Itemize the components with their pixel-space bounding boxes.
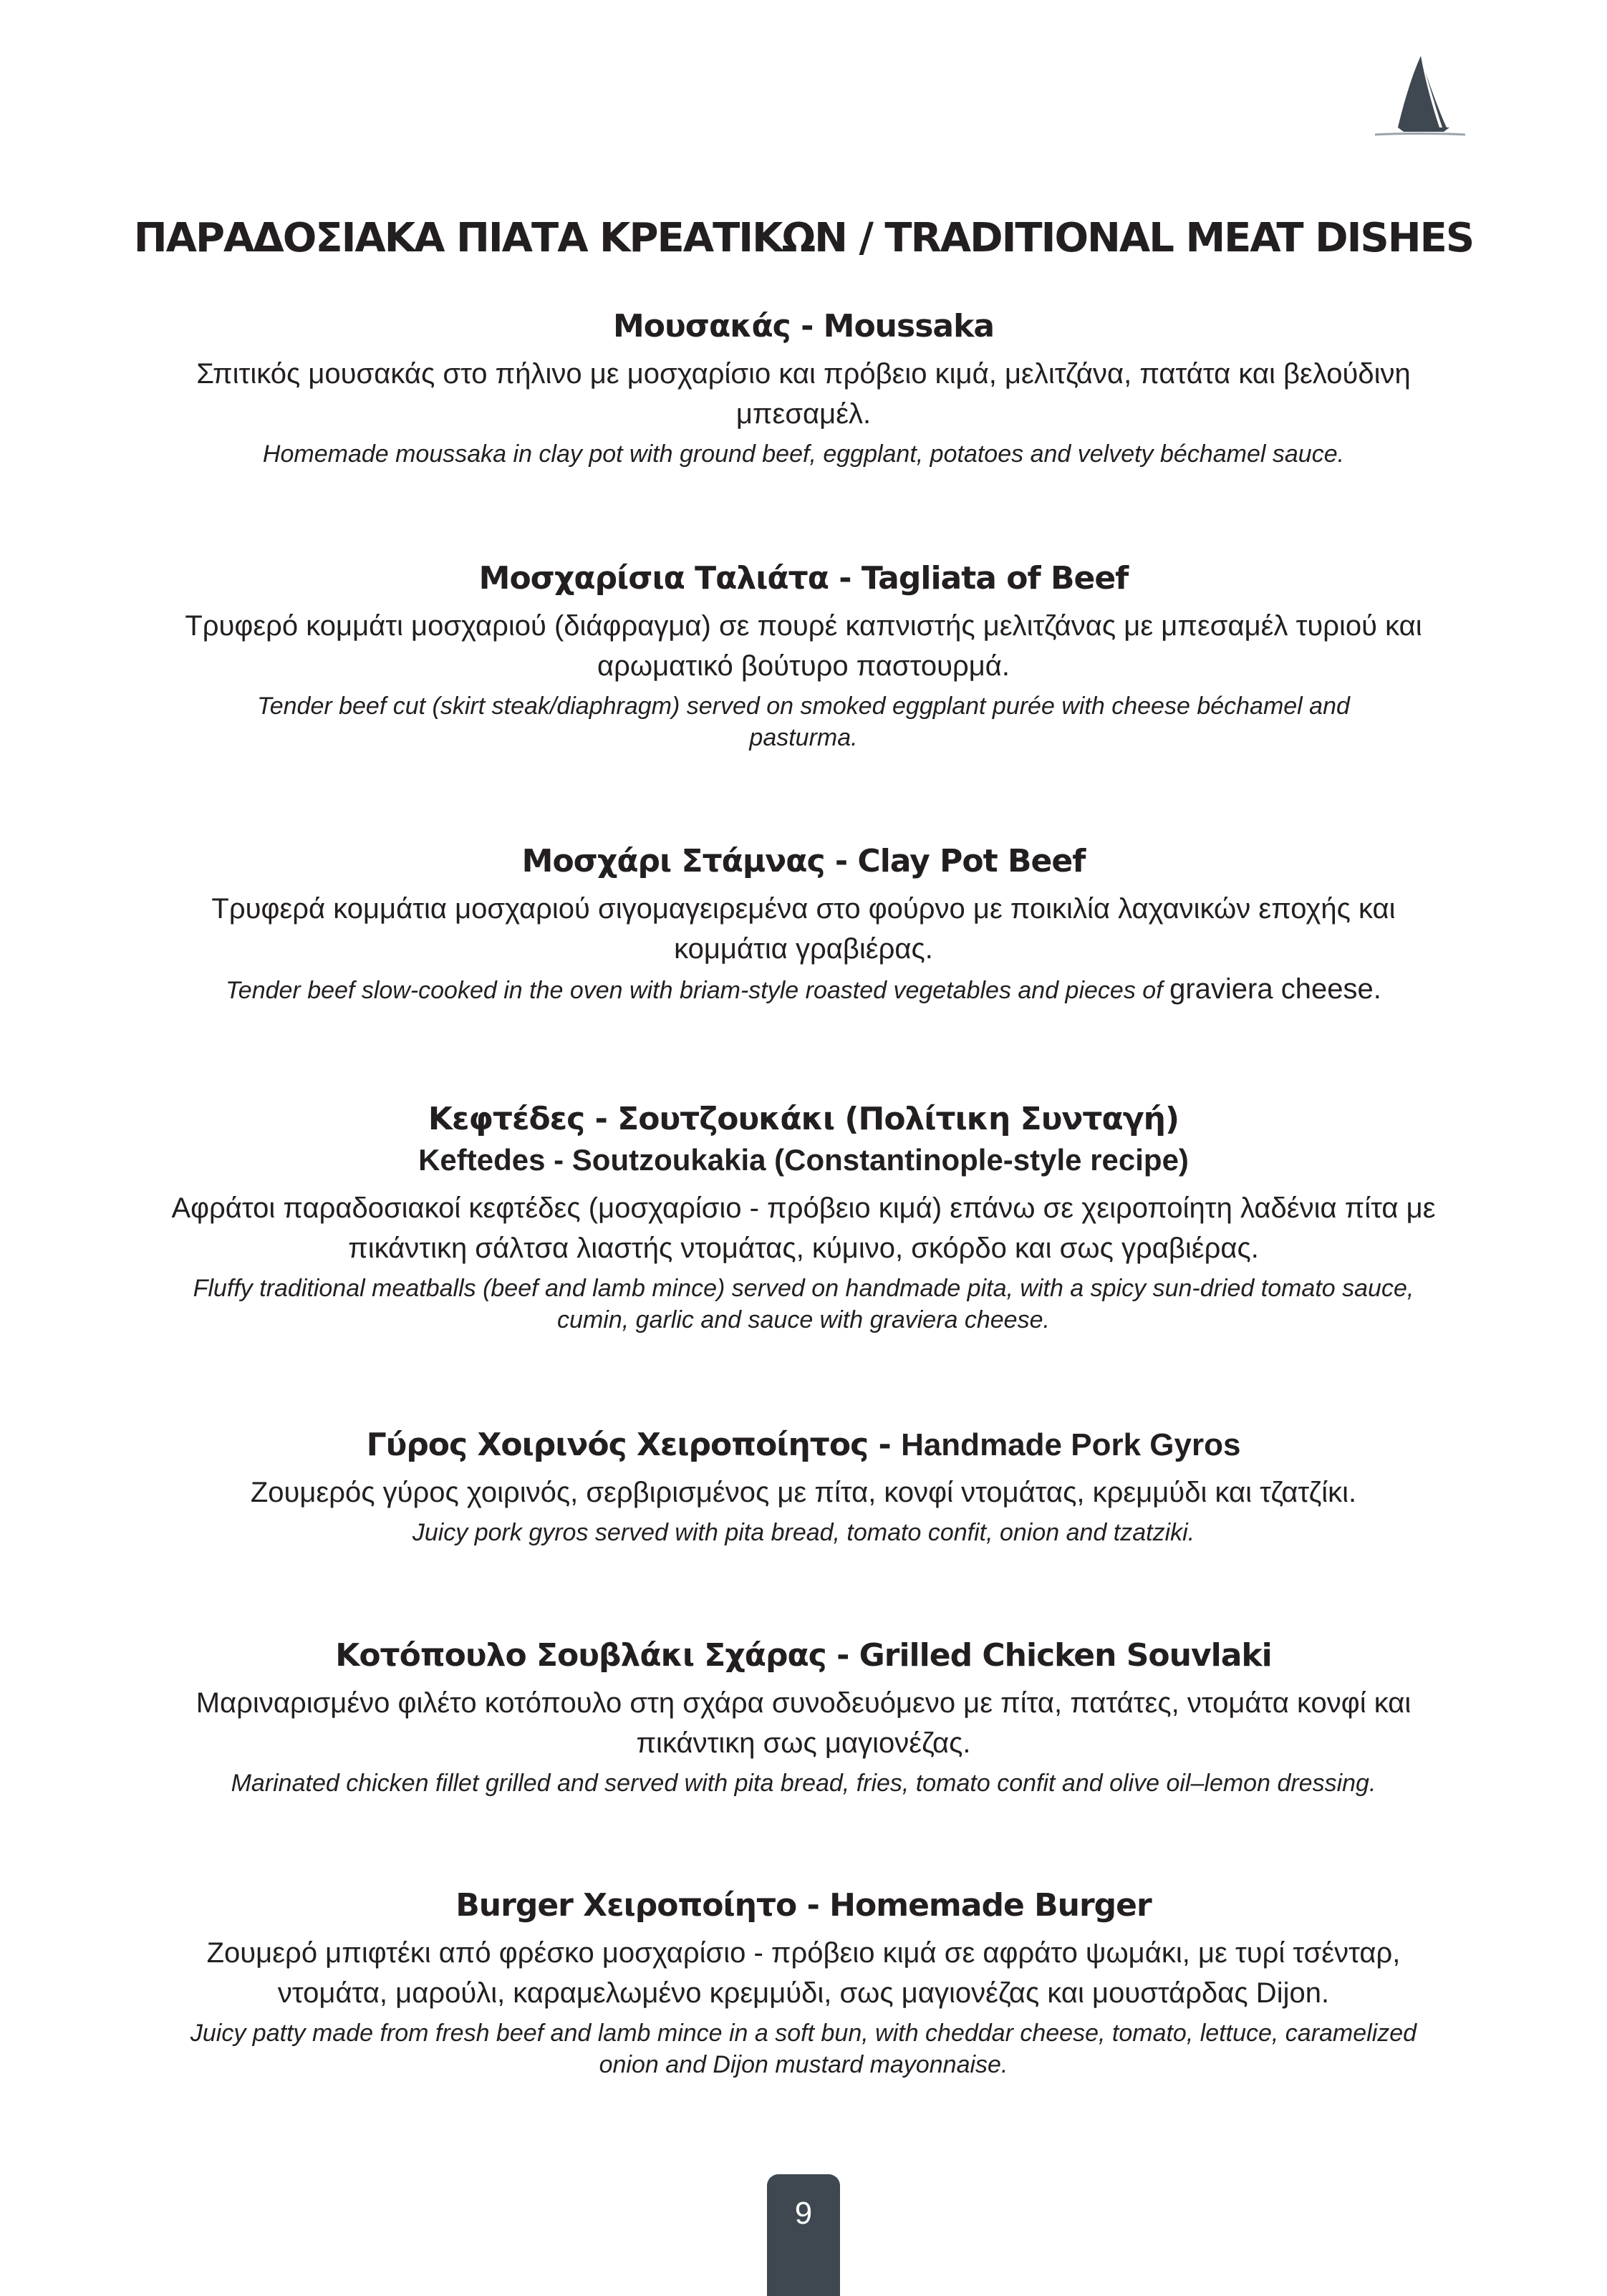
sailboat-logo-icon — [1369, 53, 1470, 139]
dish-description-greek: Σπιτικός μουσακάς στο πήλινο με μοσχαρίσιο και πρόβειο κιμά, μελιτζάνα, πατάτα και βελούδινη μπεσαμέλ. — [196, 358, 1411, 430]
dish-title: Μοσχαρίσια Ταλιάτα - Tagliata of Beef — [478, 560, 1129, 597]
dish-description-english: Tender beef cut (skirt steak/diaphragm) served on smoked eggplant purée with cheese béchamel and pasturma. — [257, 693, 1350, 751]
dish-homemade-burger — [143, 1886, 1464, 2080]
dish-title: Μοσχάρι Στάμνας - Clay Pot Beef — [521, 843, 1086, 879]
dish-description-greek: Μαριναρισμένο φιλέτο κοτόπουλο στη σχάρα συνοδευόμενο με πίτα, πατάτες, ντομάτα κονφί και πικάντικη σως μαγιονέζας. — [196, 1687, 1411, 1759]
dish-description-english — [143, 973, 1464, 1006]
dish-description-english: Juicy pork gyros served with pita bread, tomato confit, onion and tzatziki. — [412, 1519, 1195, 1546]
dish-tagliata — [143, 559, 1464, 753]
dish-description-english: Homemade moussaka in clay pot with ground beef, eggplant, potatoes and velvety béchamel sauce. — [262, 440, 1345, 468]
dish-pork-gyros — [143, 1425, 1464, 1548]
dish-title — [143, 1425, 1464, 1465]
dish-moussaka — [143, 307, 1464, 470]
page-number-tab — [767, 2174, 840, 2296]
dish-clay-pot-beef — [143, 841, 1464, 1006]
page-number: 9 — [794, 2196, 813, 2231]
dish-description-english: Marinated chicken fillet grilled and served with pita bread, fries, tomato confit and olive oil–lemon dressing. — [231, 1770, 1376, 1797]
dish-description-greek: Τρυφερά κομμάτια μοσχαριού σιγομαγειρεμένα στο φούρνο με ποικιλία λαχανικών εποχής και κομμάτια γραβιέρας. — [211, 893, 1396, 965]
dish-description-greek: Ζουμερό μπιφτέκι από φρέσκο μοσχαρίσιο - πρόβειο κιμά σε αφράτο ψωμάκι, με τυρί τσένταρ, ντομάτα, μαρούλι, καραμελωμένο κρεμμύδι, σως μαγιονέζας και μουστάρδας Dijon. — [206, 1937, 1401, 2009]
dish-description-greek: Αφράτοι παραδοσιακοί κεφτέδες (μοσχαρίσιο - πρόβειο κιμά) επάνω σε χειροποίητη λαδένια πίτα με πικάντικη σάλτσα λιαστής ντομάτας, κύμινο, σκόρδο και σως γραβιέρας. — [171, 1192, 1436, 1264]
dish-title: Μουσακάς - Moussaka — [612, 308, 995, 344]
dish-description-english-tail: graviera cheese. — [1169, 973, 1381, 1005]
dish-title-greek: Γύρος Χοιρινός Χειροποίητος - — [366, 1427, 902, 1463]
dish-title-english: Handmade Pork Gyros — [901, 1427, 1241, 1462]
dish-subtitle: Keftedes - Soutzoukakia (Constantinople-style recipe) — [418, 1143, 1189, 1177]
dish-description-english: Fluffy traditional meatballs (beef and lamb mince) served on handmade pita, with a spicy sun-dried tomato sauce, cumin, garlic and sauce with graviera cheese. — [193, 1275, 1414, 1333]
dish-description-english-main: Tender beef slow-cooked in the oven with briam-style roasted vegetables and pieces of — [226, 977, 1163, 1004]
dish-title: Κεφτέδες - Σουτζουκάκι (Πολίτικη Συνταγή) — [428, 1101, 1179, 1137]
dish-description-greek: Ζουμερός γύρος χοιρινός, σερβιρισμένος με πίτα, κονφί ντομάτας, κρεμμύδι και τζατζίκι. — [250, 1477, 1357, 1508]
dish-title: Burger Χειροποίητο - Homemade Burger — [455, 1887, 1152, 1924]
page-title: ΠΑΡΑΔΟΣΙΑΚΑ ΠΙΑΤΑ ΚΡΕΑΤΙΚΩΝ / TRADITIONAL MEAT DISHES — [133, 215, 1474, 261]
dish-chicken-souvlaki — [143, 1636, 1464, 1799]
dish-description-greek: Τρυφερό κομμάτι μοσχαριού (διάφραγμα) σε πουρέ καπνιστής μελιτζάνας με μπεσαμέλ τυριού και αρωματικό βούτυρο παστουρμά. — [185, 610, 1422, 682]
dish-keftedes-soutzoukakia — [143, 1099, 1464, 1336]
dish-description-english: Juicy patty made from fresh beef and lamb mince in a soft bun, with cheddar cheese, tomato, lettuce, caramelized onion and Dijon mustard mayonnaise. — [190, 2020, 1417, 2078]
dish-title: Κοτόπουλο Σουβλάκι Σχάρας - Grilled Chicken Souvlaki — [335, 1637, 1272, 1674]
